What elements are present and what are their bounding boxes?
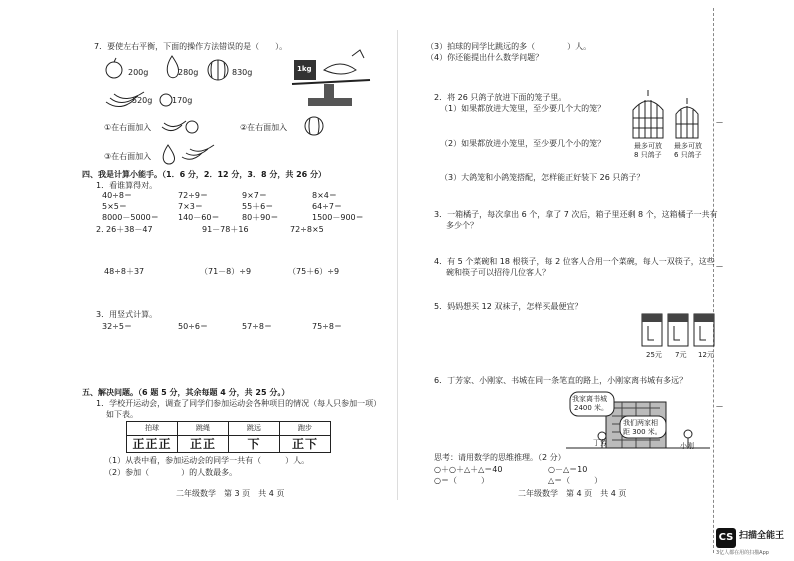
vertical-calc: 75÷8＝ [312,322,342,331]
speech-bubble-text: 距 300 米。 [623,428,662,436]
calc-item: 7×3＝ [178,202,203,211]
speech-bubble-text: 我们两家相 [623,419,658,427]
calc-item: 40÷8＝ [102,191,132,200]
sub-question: （2）如果都放进小笼里，至少要几个小的笼？ [440,139,606,148]
calc-item: 8×4＝ [312,191,337,200]
problem-4-stem-cont: 碗和筷子可以招待几位客人？ [446,268,550,277]
vertical-calc: 32÷5＝ [102,322,132,331]
table-header-cell: 拍球 [127,422,178,436]
section-4-header: 四、我是计算小能手。（1．6 分，2．12 分，3．8 分，共 26 分） [82,170,327,179]
watermark-title: 扫描全能王 [739,531,785,541]
sub-question: （1）从表中看，参加运动会的同学一共有（ ）人。 [104,456,310,465]
calc-item: 55＋6＝ [242,202,274,211]
sub-question: （1）如果都放进大笼里，至少要几个大的笼？ [440,104,606,113]
watermelon-icon [302,114,326,138]
mixed-expr: 91－78＋16 [202,225,249,234]
section-5-header: 五、解决问题。（6 题 5 分，其余每题 4 分，共 25 分。） [82,388,290,397]
weight-apple: 200g [128,68,149,77]
weight-watermelon: 830g [232,68,253,77]
mixed-expr: （71－8）÷9 [200,267,252,276]
calc-item: 1500－900＝ [312,213,364,222]
fold-mark: — [716,262,723,270]
q7-stem: 7．要使左右平衡，下面的操作方法错误的是（ ）。 [94,42,288,51]
calc-item: 140－60＝ [178,213,220,222]
mixed-expr: 26＋38－47 [106,225,153,234]
big-cage-icon [630,88,666,140]
equation: ○－△＝10 [548,465,588,474]
page-footer: 二年级数学 第 3 页 共 4 页 [176,489,285,498]
camscanner-logo: CS [716,528,736,548]
sub-question: （4）你还能提出什么数学问题？ [426,53,544,62]
fold-mark: — [716,118,723,126]
problem-3-stem-cont: 多少个？ [446,221,478,230]
problem-4-stem: 4．有 5 个菜碗和 18 根筷子，每 2 位客人合用一个菜碗，每人一双筷子，这些 [434,257,715,266]
fold-mark: — [716,402,723,410]
page-footer: 二年级数学 第 4 页 共 4 页 [518,489,627,498]
mixed-expr: 48÷8＋37 [104,267,145,276]
tally-cell: 正正正 [127,436,178,453]
calc-item: 5×5＝ [102,202,127,211]
weight-peach: 170g [172,96,193,105]
price-tag: 12元 [698,351,714,359]
banana-peach-icon [160,115,200,137]
scale-weight-label: 1kg [297,65,312,73]
tally-cell: 正下 [280,436,331,453]
q7-option-2: ②在右面加入 [240,123,288,132]
binding-fold-line [713,8,714,553]
table-header-cell: 跳远 [229,422,280,436]
vertical-calc: 57÷8＝ [242,322,272,331]
part-1-title: 1．看谁算得对。 [96,181,158,190]
calc-item: 9×7＝ [242,191,267,200]
mixed-expr: （75＋6）÷9 [288,267,340,276]
balance-scale-icon [290,48,374,110]
sub-question: （3）大鸽笼和小鸽笼搭配，怎样能正好装下 26 只鸽子？ [440,173,645,182]
tally-cell: 正正 [178,436,229,453]
problem-2-stem: 2．将 26 只鸽子放进下面的笼子里。 [434,93,567,102]
cage-capacity: 8 只鸽子 [634,151,662,159]
problem-6-stem: 6．丁芳家、小刚家、书城在同一条笔直的路上，小刚家离书城有多远？ [434,376,688,385]
problem-5-stem: 5．妈妈想买 12 双袜子，怎样买最便宜？ [434,302,583,311]
vertical-calc: 50÷6＝ [178,322,208,331]
weight-banana: 520g [132,96,153,105]
answer-blank: ○＝（ ） [434,476,489,485]
sports-tally-table [126,421,331,453]
speech-bubble-text: 我家离书城 [572,395,607,403]
q7-option-3: ③在右面加入 [104,152,152,161]
pear-banana-icon [160,143,234,165]
mixed-expr: 72÷8×5 [290,225,324,234]
part-2-title: 2． [96,225,110,234]
table-header-cell: 跳绳 [178,422,229,436]
problem-1-stem: 1．学校开运动会，调查了同学们参加运动会各种项目的情况（每人只参加一项） [96,399,382,408]
calc-item: 64÷7＝ [312,202,342,211]
character-name: 小刚 [680,442,694,450]
watermark-subtitle: 3亿人都在用的扫描App [716,550,769,556]
q7-option-1: ①在右面加入 [104,123,152,132]
price-tag: 25元 [646,351,662,359]
cage-capacity: 最多可放 [674,142,702,150]
equation: ○＋○＋△＋△＝40 [434,465,503,474]
character-name: 丁芳 [593,439,607,447]
weight-pear: 280g [178,68,199,77]
sub-question: （2）参加（ ）的人数最多。 [104,468,238,477]
thinking-prompt: 思考：请用数学的思维推理。（2 分） [434,453,566,462]
calc-item: 72÷9＝ [178,191,208,200]
problem-3-stem: 3．一箱橘子，每次拿出 6 个，拿了 7 次后，箱子里还剩 8 个，这箱橘子一共有 [434,210,718,219]
cage-capacity: 最多可放 [634,142,662,150]
watermelon-icon [206,58,230,82]
price-tag: 7元 [675,351,687,359]
tally-cell: 下 [229,436,280,453]
small-cage-icon [674,96,700,140]
sub-question: （3）拍球的同学比跳远的多（ ）人。 [426,42,592,51]
part-3-title: 3．用竖式计算。 [96,310,158,319]
calc-item: 8000－5000＝ [102,213,159,222]
speech-bubble-text: 2400 米。 [574,404,609,412]
table-header-cell: 跑步 [280,422,331,436]
page-divider [397,30,398,500]
cage-capacity: 6 只鸽子 [674,151,702,159]
problem-1-stem-cont: 如下表。 [106,410,138,419]
calc-item: 80＋90＝ [242,213,279,222]
answer-blank: △＝（ ） [548,476,603,485]
